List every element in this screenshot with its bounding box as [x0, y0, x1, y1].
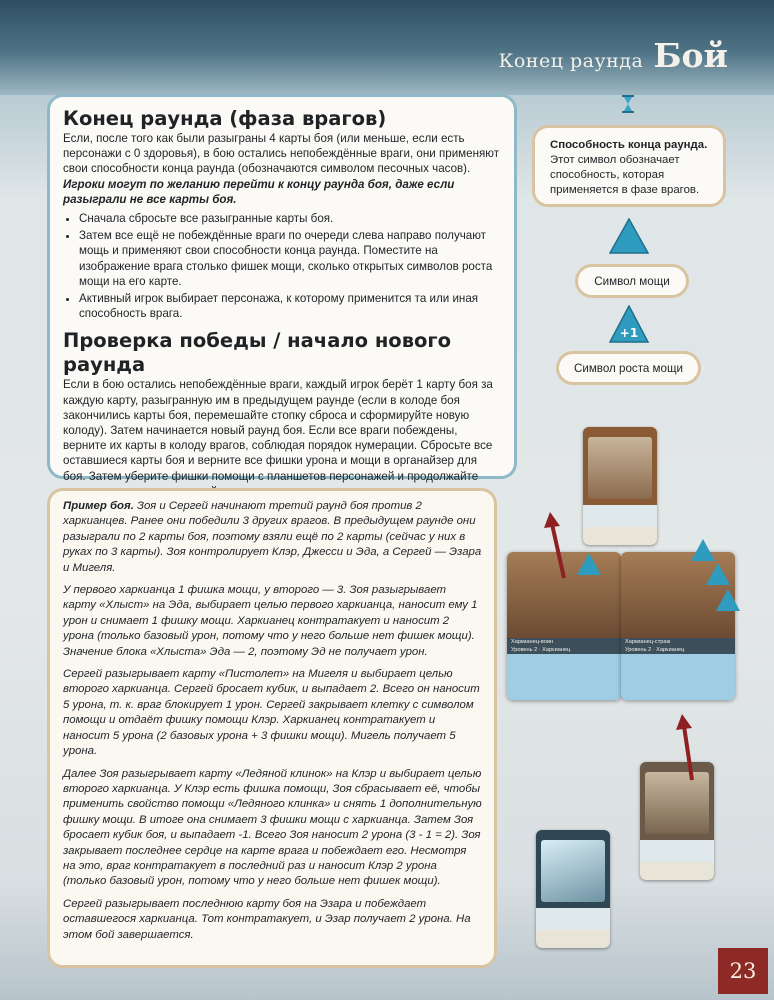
example-panel	[47, 488, 497, 968]
chapter-heading: Бой	[653, 36, 728, 75]
whip-art	[588, 437, 652, 499]
power-token-icon	[715, 588, 741, 612]
page-number: 23	[718, 948, 768, 994]
round-end-heading: Конец раунда (фаза врагов)	[63, 107, 387, 130]
round-end-emphasis: Игроки могут по желанию перейти к концу раунда боя, даже если разыграли не все карты боя.	[63, 177, 455, 206]
enemy-name-band	[621, 638, 735, 654]
power-growth-badge: +1	[619, 326, 639, 340]
whip-card	[583, 427, 657, 545]
card-stat-strip	[640, 840, 714, 862]
arrow-icon	[538, 510, 572, 580]
rules-panel	[47, 94, 517, 483]
example-paragraph-3: Сергей разыгрывает карту «Пистолет» на Мигеля и выбирает целью второго харкианца. Сергей бросает кубик, и выпадает 2. Всего он наносит 5 урона, т. к. враг блокирует 1 урон. Сергей закрывает клетку с символом помощи и отдаёт фишку помощи Клэр. Харкианец контратакует и наносит 5 урона (2 базовых урона + 3 фишки мощи). Мигель получает 5 урона.	[63, 668, 480, 758]
enemy-name-band	[507, 638, 621, 654]
example-paragraph-1	[63, 499, 482, 576]
power-token-icon	[576, 552, 602, 576]
enemy-sub: Уровень 2 · Харкианец	[625, 647, 685, 653]
power-symbol-label: Символ мощи	[575, 264, 689, 298]
page-header	[0, 0, 774, 95]
hourglass-callout-title: Способность конца раунда.	[550, 139, 708, 151]
example-lead: Пример боя.	[63, 500, 134, 512]
card-footer	[640, 862, 714, 880]
list-item: • Затем все ещё не побеждённые враги по очереди слева направо получают мощь и применяют свои способности конца раунда. Поместите на изображение врага столько фишек мощи, сколько открытых символов роста мощи на его карте.	[79, 228, 502, 289]
example-paragraph-4: Далее Зоя разыгрывает карту «Ледяной клинок» на Клэр и выбирает целью второго харкианца. У Клэр есть фишка помощи, Зоя сбрасывает её, чтобы применить свойство помощи «Ледяного клинка» и снять 1 дополнительную фишку мощи. В итоге она снимает 3 фишки мощи с харкианца. Затем Зоя бросает кубик боя, и выпадает -1. Всего Зоя наносит 2 урона (3 - 1 = 2). Зоя закрывает последнее сердце на карте врага и побеждает его. Несмотря на это, враг контратакует в последний раз и наносит Клэр 2 урона (только базовый урон, потому что у него больше нет фишек мощи).	[63, 767, 482, 888]
enemy-health-grid	[507, 654, 621, 700]
example-p1: Зоя и Сергей начинают третий раунд боя против 2 харкианцев. Ранее они победили 3 других врагов. В предыдущем раунде они разыграли по 2 карты боя, поэтому взяли ещё по 2 карты (сейчас у них в руках по 3 карты). Зоя контролирует Клэр, Джесси и Эда, а Сергей — Эзара и Мигеля.	[63, 500, 482, 574]
power-token-icon	[690, 538, 716, 562]
power-growth-icon	[609, 305, 649, 343]
enemy-name: Харкианец-воин	[511, 639, 554, 645]
enemy-health-grid	[621, 654, 735, 700]
enemy-name: Харкианец-страж	[625, 639, 671, 645]
chapter-title	[499, 36, 728, 75]
hourglass-callout	[532, 125, 726, 207]
round-end-list	[63, 211, 502, 321]
list-item: • Сначала сбросьте все разыгранные карты боя.	[79, 211, 502, 226]
ice-blade-card	[536, 830, 610, 948]
card-footer	[583, 527, 657, 545]
card-footer	[536, 930, 610, 948]
example-paragraph-5: Сергей разыгрывает последнюю карту боя на Эзара и побеждает оставшегося харкианца. Тот контратакует, и Эзар получает 2 урона. На этом бой завершается.	[63, 897, 471, 941]
hourglass-icon	[622, 95, 634, 113]
power-symbol-icon	[609, 218, 649, 254]
card-stat-strip	[536, 908, 610, 930]
hourglass-callout-text: Этот символ обозначает способность, которая применяется в фазе врагов.	[550, 154, 700, 196]
power-growth-label: Символ роста мощи	[556, 351, 701, 385]
chapter-subtitle: Конец раунда	[498, 50, 644, 72]
arrow-icon	[674, 712, 700, 782]
victory-check-text: Если в бою остались непобеждённые враги, каждый игрок берёт 1 карту боя за каждую карту, разыгранную им в предыдущем раунде (если в колоде боя закончились карты боя, перемешайте стопку сброса и сформируйте новую колоду). Затем начинается новый раунд боя. Если все враги побеждены, верните их карты в колоду врагов, соблюдая порядок нумерации. Сбросьте все оставшиеся карты боя и верните все фишки урона и мощи в органайзер для боя. Затем уберите фишки помощи с планшетов персонажей и продолжайте	[63, 378, 493, 483]
round-end-intro: Если, после того как были разыграны 4 карты боя (или меньше, если есть персонажи с 0 здоровья), в бою остались непобеждённые враги, они применяют свои способности конца раунда (обозначаются символом песочных часов).	[63, 132, 500, 176]
power-token-icon	[705, 562, 731, 586]
card-stat-strip	[583, 505, 657, 527]
ice-blade-art	[541, 840, 605, 902]
example-paragraph-2: У первого харкианца 1 фишка мощи, у второго — 3. Зоя разыгрывает карту «Хлыст» на Эда, выбирает целью первого харкианца, наносит ему 1 урон и снимает 1 фишку мощи. Харкианец контратакует и наносит 2 урона (только базовый урон, потому что у него больше нет фишек мощи). Значение блока «Хлыста» Эда — 2, поэтому Эд не получает урон.	[63, 584, 478, 658]
victory-check-heading: Проверка победы / начало нового раунда	[63, 329, 452, 377]
list-item: • Активный игрок выбирает персонажа, к которому применится та или иная способность врага.	[79, 291, 502, 321]
enemy-sub: Уровень 2 · Харкианец	[511, 647, 571, 653]
